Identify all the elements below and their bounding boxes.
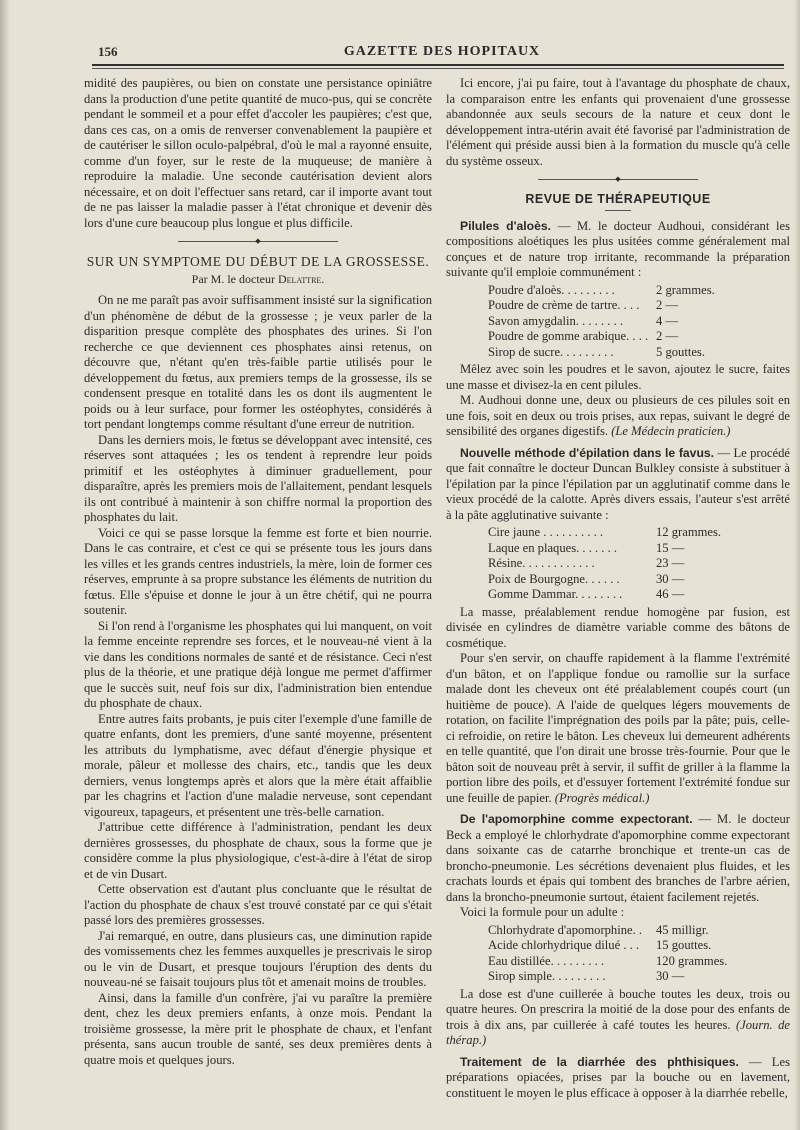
diarrhee-paragraph (446, 1055, 790, 1102)
recipe-row (488, 572, 748, 588)
paragraph: Entre autres faits probants, je puis citer l'exemple d'une famille de quatre enfants, dont les premiers, d'une santé moyenne, présentent les attributs du lymphatisme, avec défaut d'énergie physique et morale, pâleur et mollesse des chairs, etc., tandis que les deux derniers, venus longtemps après et alors que la mère était affaiblie par les chagrins et l'action d'une maladie nerveuse, sont cependant vigoureux, tapageurs, et présentent une très-belle carnation. (84, 711, 432, 819)
recipe-row (488, 587, 748, 603)
item-text: La dose est d'une cuillerée à bouche toutes les deux, trois ou quatre heures. On prescrira la moitié de la dose pour des enfants de trois à dix ans, par cuillerée à café toutes les heures. (446, 986, 790, 1032)
quantity: 2 — (656, 329, 679, 343)
page-number: 156 (98, 44, 118, 59)
quantity: 30 — (656, 571, 685, 586)
paragraph (446, 987, 790, 1049)
recipe-row (488, 298, 748, 314)
right-column (446, 76, 790, 1101)
recipe-list (488, 923, 748, 985)
recipe-row (488, 938, 748, 954)
pilules-paragraph (446, 219, 790, 281)
journal-title: GAZETTE DES HOPITAUX (343, 44, 541, 59)
section-rule (605, 210, 631, 211)
ingredient: Cire jaune . . . . . . . . . . (488, 525, 604, 539)
ingredient: Poix de Bourgogne. . . . . . (488, 571, 620, 586)
paragraph: J'ai remarqué, en outre, dans plusieurs cas, une diminution rapide des vomissements chez les femmes auxquelles je prescrivais le sirop ou le vin de Dusart, et presque toujours l'éruption des dents du nouveau-né se faisait toujours plus tôt et amenait moins de troubles. (84, 928, 432, 989)
quantity: 15 — (656, 540, 685, 555)
formula-intro: Voici la formule pour un adulte : (460, 905, 625, 919)
left-column (84, 76, 432, 1068)
ingredient: Sirop de sucre. . . . . . . . . (488, 344, 614, 359)
byline-prefix: Par M. le docteur (191, 271, 275, 286)
item-heading: Pilules d'aloès. (460, 218, 552, 233)
quantity: 15 gouttes. (656, 938, 712, 952)
section-separator: ◆ (178, 241, 338, 246)
item-text: M. Audhoui donne une, deux ou plusieurs de ces pilules soit en une fois, soit en deux ou trois prises, aux repas, suivant le degré de sensibilité des organes digestifs. (446, 393, 790, 438)
paragraph: Ainsi, dans la famille d'un confrère, j'ai vu paraître la première dent, chez les deux premiers enfants, à onze mois. Pendant la troisième grossesse, la mère prit le phosphate de chaux, et l'enfant présenta, sans aucun trouble de santé, ses deux premières dents à quatre mois et quelques jours. (84, 990, 432, 1067)
paragraph: Mêlez avec soin les poudres et le savon, ajoutez le sucre, faites une masse et divisez-la en cent pilules. (446, 362, 790, 392)
recipe-row (488, 525, 748, 541)
recipe-row (488, 314, 748, 330)
ingredient: Savon amygdalin. . . . . . . . (488, 313, 624, 328)
paragraph (446, 651, 790, 806)
quantity: 5 gouttes. (656, 344, 705, 359)
binding-shadow (0, 0, 10, 1130)
quantity: 30 — (656, 969, 685, 983)
ingredient: Poudre de gomme arabique. . . . (488, 329, 649, 343)
item-heading: Nouvelle méthode d'épilation dans le favus. (460, 445, 715, 460)
quantity: 23 — (656, 556, 685, 570)
byline-author: Delattre. (277, 271, 325, 286)
quantity: 46 — (656, 587, 685, 601)
header-rule (92, 64, 784, 66)
apomorphine-paragraph (446, 812, 790, 905)
continued-paragraph: midité des paupières, ou bien on constate une persistance opiniâtre dans la production d'une petite quantité de muco-pus, qui se concrète pendant le sommeil et a pour effet d'accoler les paupières; c'est que, dans ces cas, on a omis de renverser convenablement la paupière et de cautériser le sillon oculo-palpébral, d'où le mal a rayonné ensuite, comme d'un foyer, sur le reste de la muqueuse; de manière à reproduire la maladie. Une seconde cautérisation devient alors nécessaire, et on doit l'effectuer sans retard, car il importe avant tout de ne pas laisser la maladie passer à l'état chronique et devenir dès lors d'une cure beaucoup plus longue et plus difficile. (84, 76, 432, 230)
paragraph: Ici encore, j'ai pu faire, tout à l'avantage du phosphate de chaux, la comparaison entre les enfants qui provenaient d'une grossesse abandonnée aux seuls secours de la nature et ceux dont le développement intra-utérin avait été favorisé par l'administration de l'élément qui préside aussi bien à la formation du muscle qu'à celle du système osseux. (446, 76, 790, 168)
paragraph: Dans les derniers mois, le fœtus se développant avec intensité, ces réserves sont attaquées ; les os tendent à reprendre leur poids primitif et les ostéophytes à diminuer graduellement, pour disparaître, après les premiers mois de l'allaitement, pendant lesquels ils ont contribué à maintenir à son chiffre normal la proportion des phosphates du lait. (84, 432, 432, 524)
source-citation: (Journ. de thérap.) (446, 1017, 791, 1047)
item-text: — M. le docteur Audhoui, considérant les compositions aloétiques les plus usitées comme généralement mal conçues et de nature trop irritante, recommande la préparation suivante qu'il emploie communément : (446, 218, 790, 279)
recipe-list (488, 525, 748, 603)
section-separator: ◆ (538, 179, 698, 184)
quantity: 2 grammes. (656, 282, 715, 297)
item-text: — Le procédé que fait connaître le docteur Duncan Bulkley consiste à substituer à l'épilation par la pince l'épilation par un agglutinatif comme dans le vieux procédé de la calotte. Après divers essais, l'auteur s'est arrêté à la pâte agglutinative suivante : (446, 445, 790, 522)
quantity: 120 grammes. (656, 953, 728, 968)
recipe-row (488, 923, 748, 939)
recipe-row (488, 541, 748, 557)
paragraph: Cette observation est d'autant plus concluante que le résultat de l'action du phosphate de chaux s'est trouvé constaté par ce qui s'était passé lors des premières grossesses. (84, 882, 432, 927)
article-byline (84, 272, 432, 288)
recipe-row (488, 969, 748, 985)
paragraph (446, 393, 790, 440)
quantity: 12 grammes. (656, 525, 722, 539)
ingredient: Laque en plaques. . . . . . . (488, 540, 618, 555)
paragraph: Si l'on rend à l'organisme les phosphates qui lui manquent, on voit la femme enceinte reprendre ses forces, et le nouveau-né vient à la vie dans les conditions normales de santé et de résistance. Ceci n'est plus de la théorie, et une pratique déjà longue me permet d'affirmer que le succès suit, neuf fois sur dix, l'administration bien entendue du phosphate de chaux. (84, 618, 432, 710)
paragraph: Voici ce qui se passe lorsque la femme est forte et bien nourrie. Dans le cas contraire, et c'est ce qui se présente tous les jours dans les villes et les grands centres industriels, la mère, loin de former ces réserves, emprunte à sa propre substance les éléments de nutrition du fœtus. Elle s'épuise et donne le jour à un être chétif, qui ne pourra soutenir. (84, 525, 432, 617)
item-heading: De l'apomorphine comme expectorant. (460, 812, 693, 826)
running-header (96, 44, 788, 64)
article-title: SUR UN SYMPTOME DU DÉBUT DE LA GROSSESSE. (86, 254, 430, 269)
quantity: 4 — (656, 313, 679, 328)
recipe-row (488, 954, 748, 970)
recipe-list (488, 283, 748, 361)
paragraph: La masse, préalablement rendue homogène par fusion, est divisée en cylindres de diamètre variable comme des bâtons de cosmétique. (446, 604, 790, 650)
ingredient: Résine. . . . . . . . . . . . (488, 556, 595, 570)
page-edge (794, 0, 800, 1130)
header-rule-thin (92, 68, 784, 69)
paragraph: J'attribue cette différence à l'administration, pendant les deux dernières grossesses, du phosphate de chaux, sous la forme que je considère comme la plus physiologique, c'est-à-dire à l'état de sirop et de vin Dusart. (84, 820, 432, 881)
epilation-paragraph (446, 446, 790, 524)
recipe-row (488, 345, 748, 361)
recipe-row (488, 329, 748, 345)
recipe-row (488, 283, 748, 299)
ingredient: Eau distillée. . . . . . . . . (488, 953, 605, 968)
recipe-row (488, 556, 748, 572)
item-text: Pour s'en servir, on chauffe rapidement à la flamme l'extrémité d'un bâton, et on l'applique fondue ou ramollie sur la surface malade dont les cheveux ont été préalablement coupés court (un huitième de pouce). A l'aide de quelques légers mouvements de rotation, on facilite l'imprégnation des poils par la pâte; puis, celle-ci refroidie, on retire le bâton. Les cheveux lui demeurent adhérents en telle quantité, que l'on dirait une brosse très-fournie. Pour que le bâton soit de nouveau prêt à servir, il suffit de griller à la flamme la portion libre des poils, et d'essuyer fortement l'extrémité fondue sur une feuille de papier. (446, 651, 790, 805)
source-citation: (Progrès médical.) (554, 790, 650, 805)
item-text: — Les préparations opiacées, prises par la bouche ou en lavement, constituent le moyen le plus efficace à opposer à la diarrhée rebelle, (446, 1054, 790, 1100)
source-citation: (Le Médecin praticien.) (611, 424, 731, 438)
quantity: 45 milligr. (656, 922, 709, 937)
ingredient: Poudre d'aloès. . . . . . . . . (488, 282, 615, 297)
ingredient: Poudre de crème de tartre. . . . (488, 298, 640, 312)
ingredient: Gomme Dammar. . . . . . . . (488, 587, 623, 601)
item-text: — M. le docteur Beck a employé le chlorhydrate d'apomorphine comme expectorant dans soixante cas de catarrhe bronchique et trente-un cas de broncho-pneumonie. Les sécrétions devenaient plus fluides, et les crachats lourds et épais qui tombent des branches de l'arbre aérien, dans la broncho-pneumonie surtout, étaient facilement rejetés. (446, 812, 790, 904)
quantity: 2 — (656, 298, 679, 312)
ingredient: Acide chlorhydrique dilué . . . (488, 938, 640, 952)
ingredient: Sirop simple. . . . . . . . . (488, 969, 606, 983)
paragraph: On ne me paraît pas avoir suffisamment insisté sur la signification d'un phénomène de début de la grossesse ; je veux parler de la disparition presque complète des phosphates des urines. Si l'on recherche ce que deviennent ces phosphates ainsi retenus, on découvre que, n'étant qu'en très-faible partie utilisés pour le développement du fœtus, aux premiers temps de la grossesse, ils se condensent presque en totalité dans les os dont ils augmentent le poids ou à leur surface, pour former les ostéophytes, considérés à tort pendant longtemps comme résultant d'une erreur de nutrition. (84, 293, 432, 431)
item-heading: Traitement de la diarrhée des phthisiques. (460, 1054, 739, 1069)
section-title: REVUE DE THÉRAPEUTIQUE (525, 192, 711, 206)
ingredient: Chlorhydrate d'apomorphine. . (488, 922, 643, 937)
